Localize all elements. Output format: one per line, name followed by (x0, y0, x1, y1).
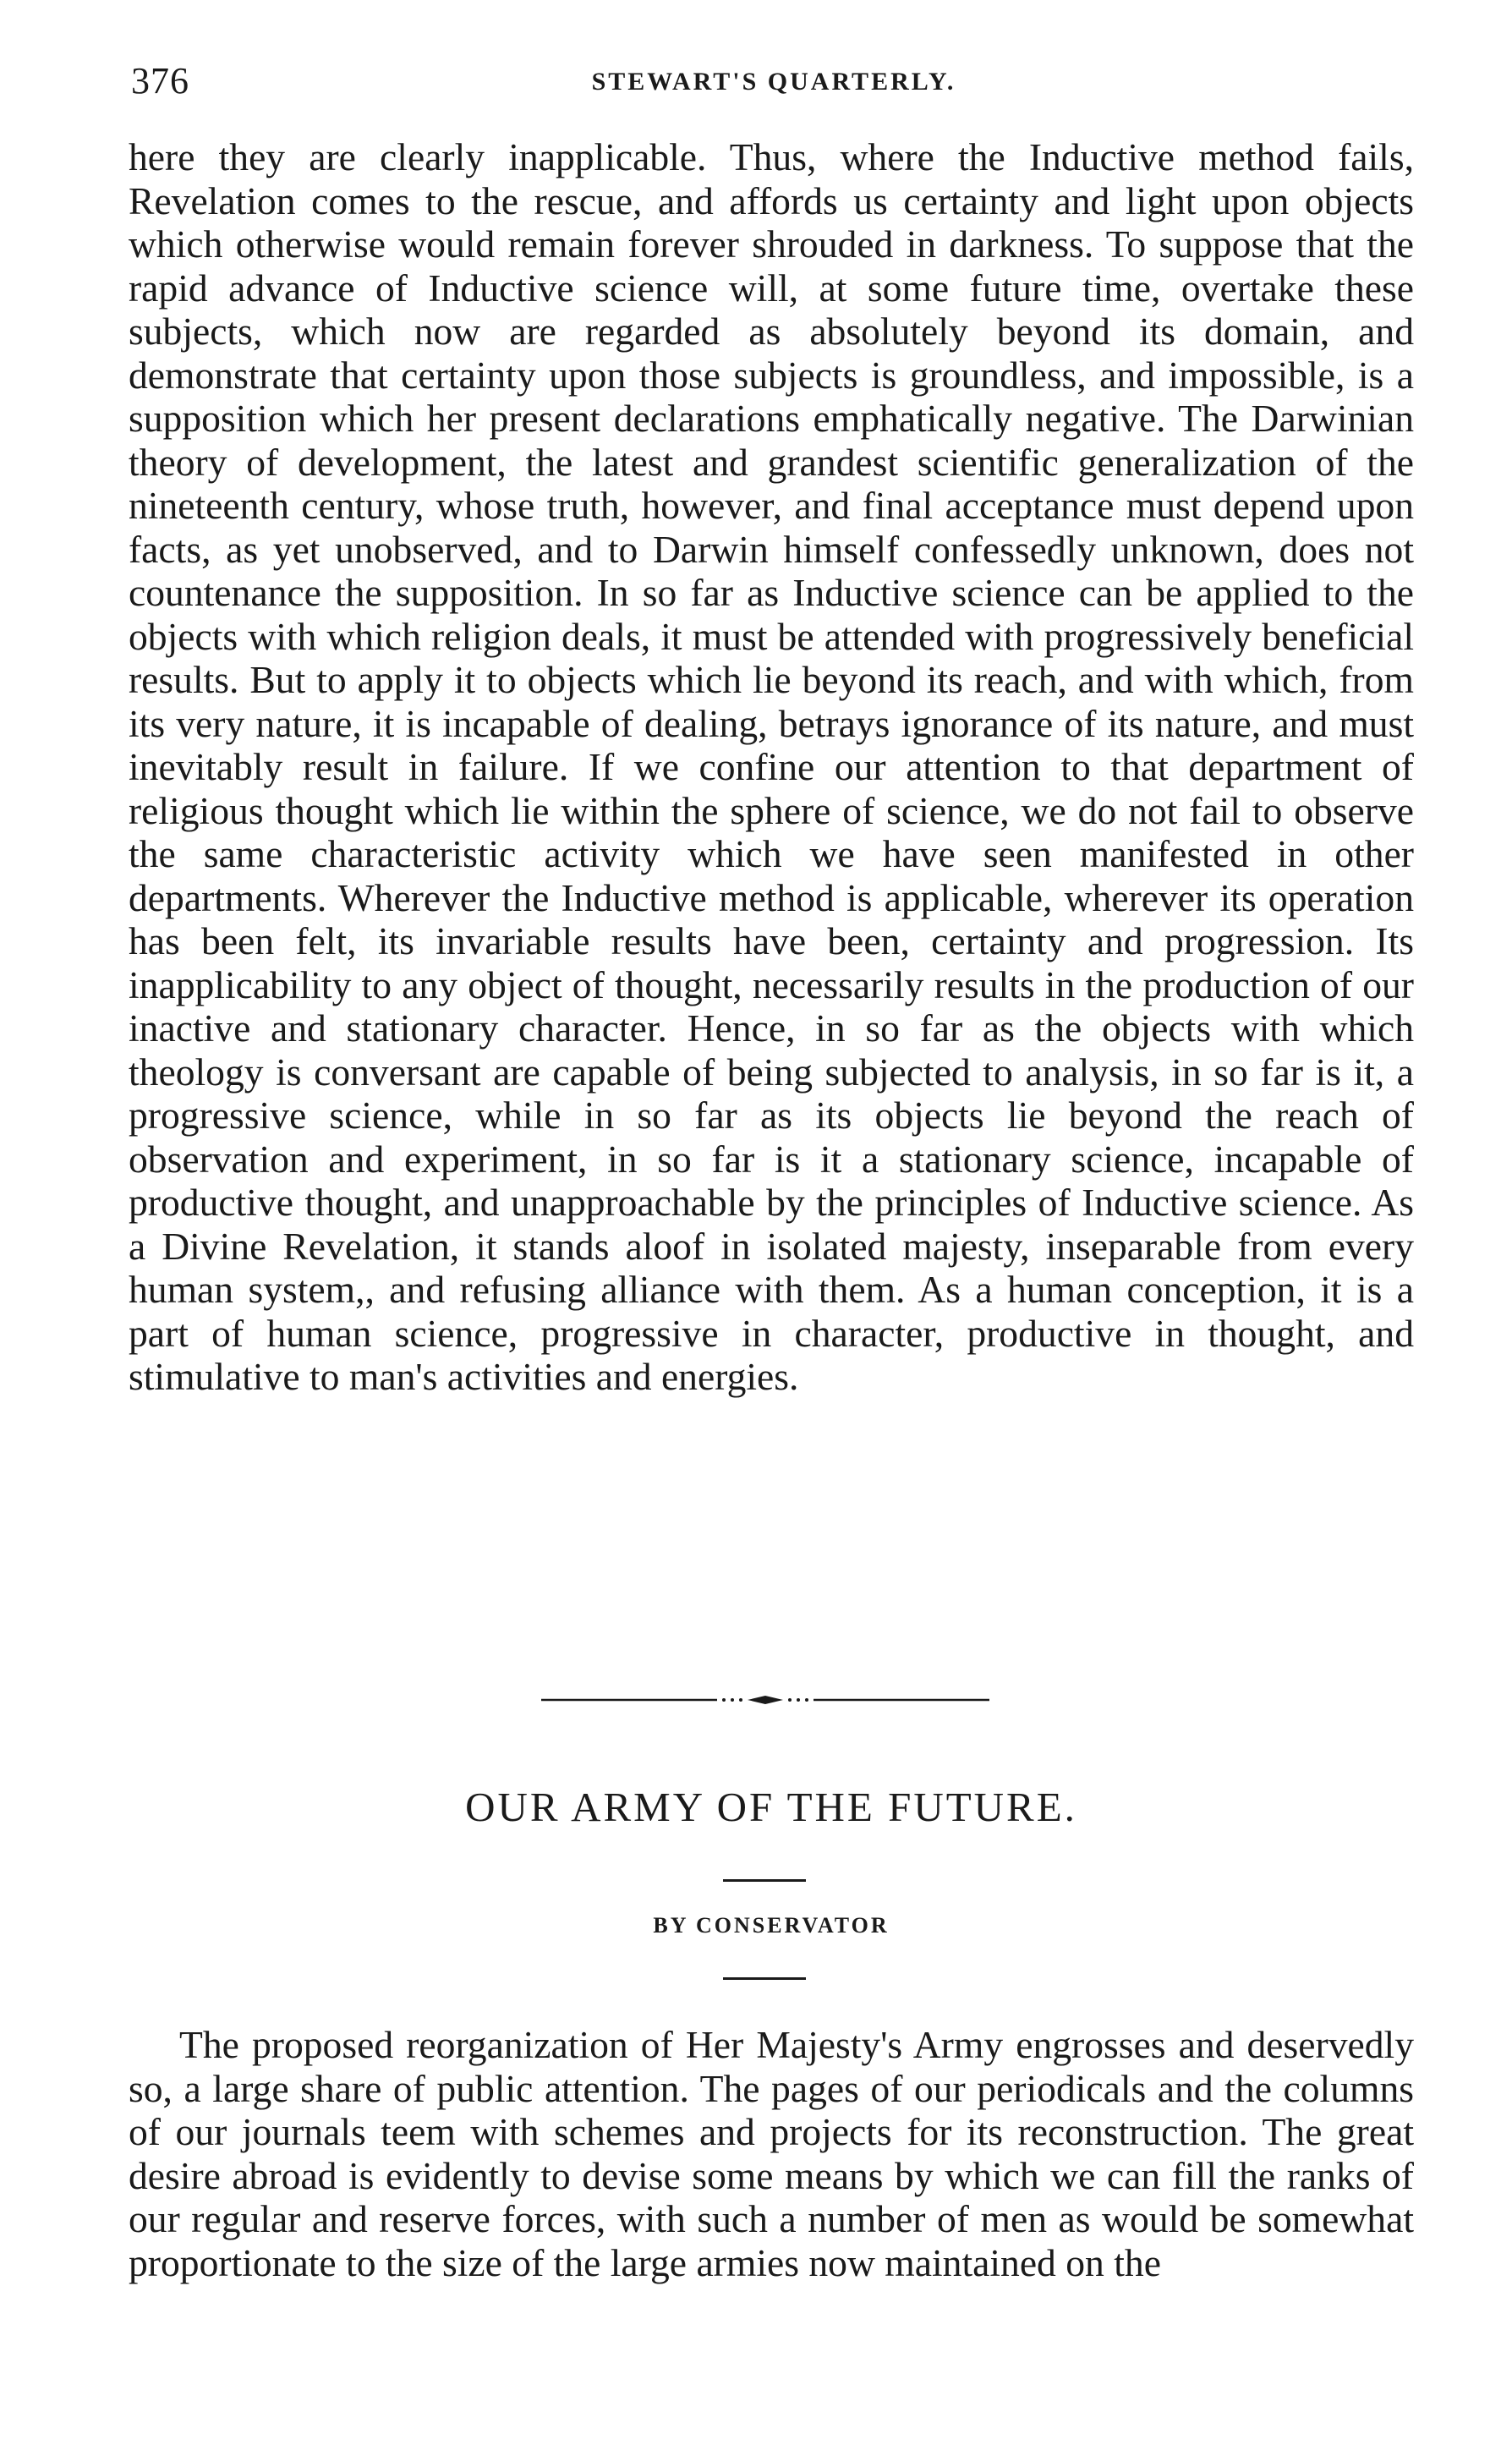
continued-paragraph: here they are clearly inapplicable. Thus, where the Inductive method fails, Revelation comes to the rescue, and affords us certainty and light upon objects which otherwise would remain forever shrouded in darkness. To suppose that the rapid advance of Inductive science will, at some future time, overtake these subjects, which now are regarded as absolutely beyond its domain, and demonstrate that certainty upon those subjects is groundless, and impossible, is a supposition which her present declarations emphatically negative. The Darwinian theory of development, the latest and grandest scientific generalization of the nineteenth century, whose truth, however, and final acceptance must depend upon facts, as yet unobserved, and to Darwin himself confessedly unknown, does not countenance the supposition. In so far as Inductive science can be applied to the objects with which religion deals, it must be attended with progressively beneficial results. But to apply it to objects which lie beyond its reach, and with which, from its very nature, it is incapable of dealing, betrays ignorance of its nature, and must inevitably result in failure. If we confine our attention to that department of religious thought which lie within the sphere of science, we do not fail to observe the same characteristic activity which we have seen manifested in other departments. Wherever the Inductive method is applicable, wherever its operation has been felt, its invariable results have been, certainty and progression. Its inapplicability to any object of thought, necessarily results in the production of our inactive and stationary character. Hence, in so far as the objects with which theology is conversant are capable of being subjected to analysis, in so far is it, a progressive science, while in so far as its objects lie beyond the reach of observation and experiment, in so far is it a stationary science, incapable of productive thought, and unapproachable by the principles of Inductive science. As a Divine Revelation, it stands aloof in isolated majesty, inseparable from every human system,, and refusing alliance with them. As a human conception, it is a part of human science, progressive in character, productive in thought, and stimulative to man's activities and energies. (129, 135, 1414, 1398)
title-rule (723, 1879, 806, 1882)
journal-title: STEWART'S QUARTERLY. (591, 68, 956, 96)
page-number: 376 (131, 60, 189, 101)
article-byline: BY CONSERVATOR (653, 1913, 890, 1938)
section-divider-ornament (541, 1691, 989, 1708)
running-head (131, 59, 1416, 110)
article-opening-paragraph: The proposed reorganization of Her Majesty's Army engrosses and deservedly so, a large share of public attention. The pages of our periodicals and the columns of our journals teem with schemes and projects for its reconstruction. The great desire abroad is evidently to devise some means by which we can fill the ranks of our regular and reserve forces, with such a number of men as would be somewhat proportionate to the size of the large armies now maintained on the (129, 2023, 1414, 2284)
byline-rule (723, 1977, 806, 1980)
article-title: OUR ARMY OF THE FUTURE. (465, 1784, 1077, 1830)
